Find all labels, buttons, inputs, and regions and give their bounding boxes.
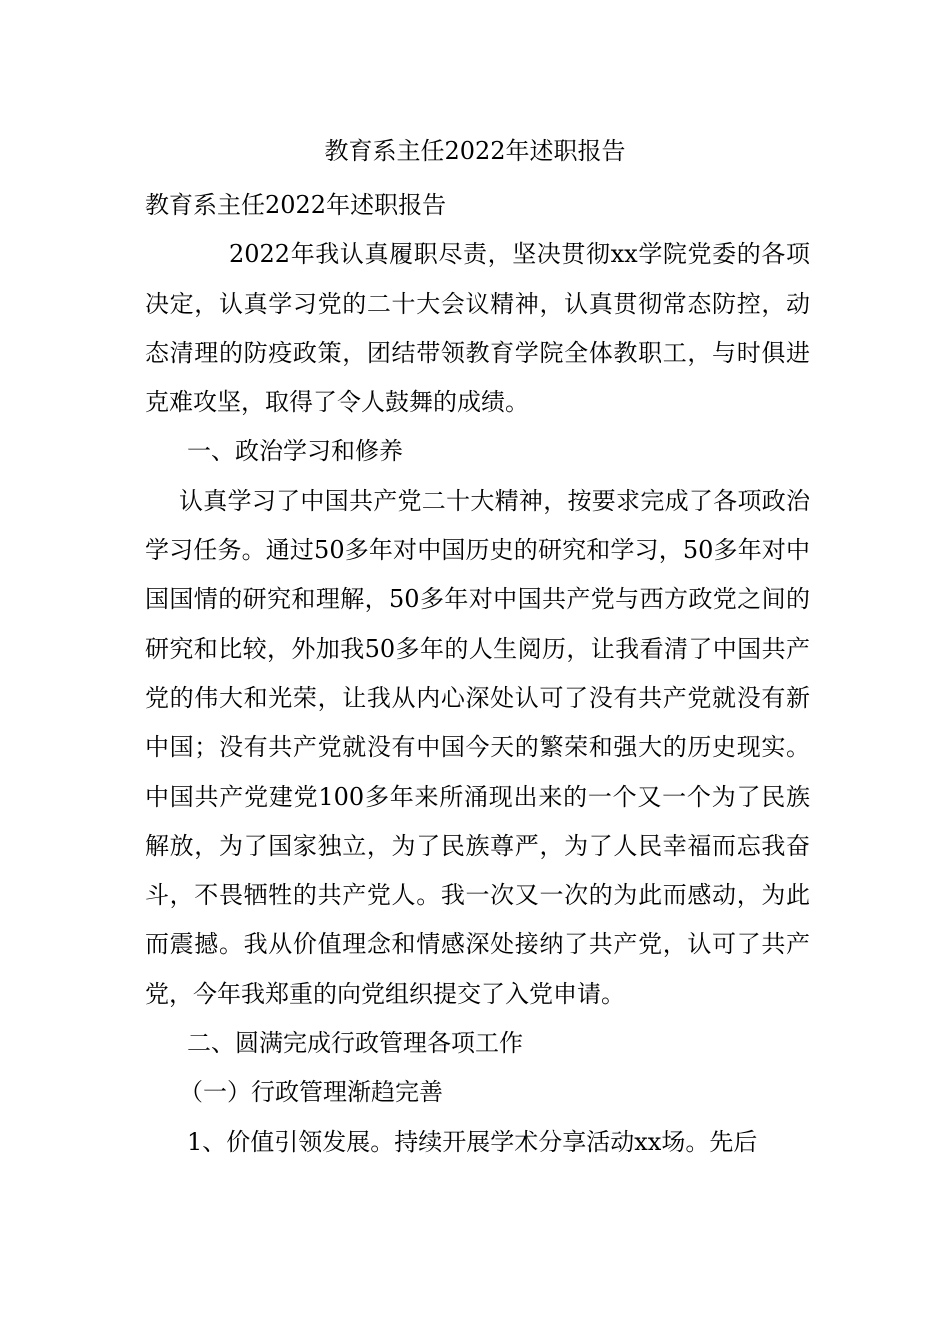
subsection-heading-1: （一）行政管理渐趋完善 [179,1078,443,1107]
document-subtitle: 教育系主任2022年述职报告 [145,191,447,219]
document-title: 教育系主任2022年述职报告 [324,137,626,165]
numbered-item-1: 1、价值引领发展。持续开展学术分享活动xx场。先后 [187,1127,758,1156]
document-body [145,181,810,1167]
intro-paragraph: 2022年我认真履职尽责，坚决贯彻xx学院党委的各项决定，认真学习党的二十大会议精神，认真贯彻常态防控，动态清理的防疫政策，团结带领教育学院全体教职工，与时俱进克难攻坚，取得了令人鼓舞的成绩。 [145,240,810,417]
section-heading-2: 二、圆满完成行政管理各项工作 [187,1029,523,1058]
section-heading-1: 一、政治学习和修养 [187,437,403,466]
section-1-paragraph: 认真学习了中国共产党二十大精神，按要求完成了各项政治学习任务。通过50多年对中国历史的研究和学习，50多年对中国国情的研究和理解，50多年对中国共产党与西方政党之间的研究和比较，外加我50多年的人生阅历，让我看清了中国共产党的伟大和光荣，让我从内心深处认可了没有共产党就没有新中国；没有共产党就没有中国今天的繁荣和强大的历史现实。中国共产党建党100多年来所涌现出来的一个又一个为了民族解放，为了国家独立，为了民族尊严，为了人民幸福而忘我奋斗，不畏牺牲的共产党人。我一次又一次的为此而感动，为此而震撼。我从价值理念和情感深处接纳了共产党，认可了共产党，今年我郑重的向党组织提交了入党申请。 [145,486,810,1008]
